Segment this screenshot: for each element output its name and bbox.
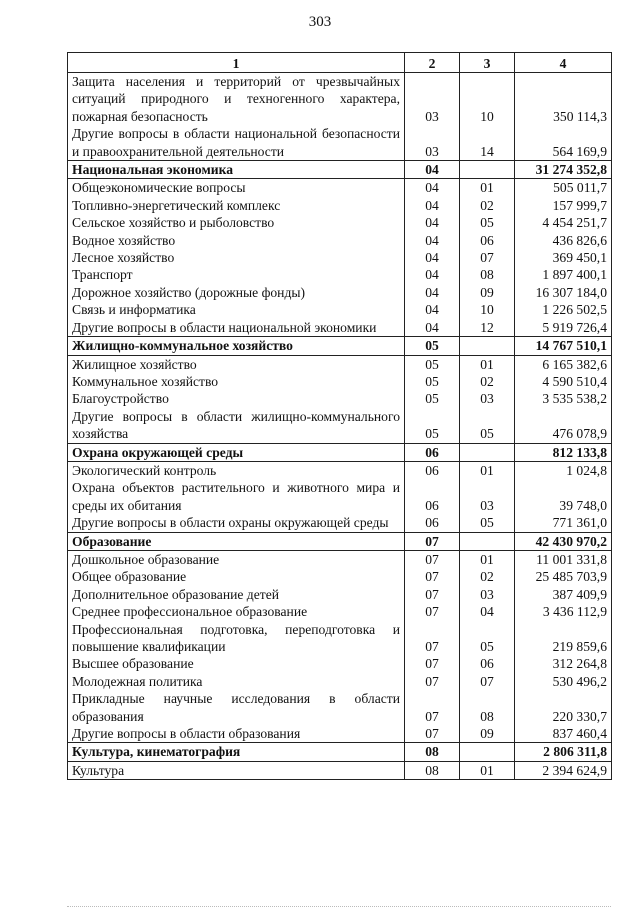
header-col-amount: 4 (515, 53, 612, 73)
header-col-section: 2 (405, 53, 460, 73)
table-row (68, 284, 612, 301)
row-amount-cell: 4 454 251,7 (515, 214, 612, 231)
row-section-code-cell: 03 (405, 73, 460, 126)
row-section-code-cell: 04 (405, 161, 460, 179)
row-name-cell: Профессиональная подготовка, переподготовка и повышение квалификации (68, 621, 405, 656)
row-amount-cell: 4 590 510,4 (515, 373, 612, 390)
row-amount-cell: 39 748,0 (515, 479, 612, 514)
row-amount-cell: 505 011,7 (515, 179, 612, 197)
table-row (68, 249, 612, 266)
row-section-code-cell: 04 (405, 284, 460, 301)
row-subsection-code-cell: 02 (460, 197, 515, 214)
row-section-code-cell: 04 (405, 266, 460, 283)
row-subsection-code-cell: 05 (460, 408, 515, 443)
row-amount-cell: 5 919 726,4 (515, 319, 612, 337)
row-section-code-cell: 06 (405, 514, 460, 532)
row-name-cell: Дошкольное образование (68, 550, 405, 568)
row-name-cell: Водное хозяйство (68, 232, 405, 249)
row-subsection-code-cell: 02 (460, 373, 515, 390)
row-section-code-cell: 04 (405, 197, 460, 214)
row-name-cell: Жилищное хозяйство (68, 355, 405, 373)
table-row (68, 690, 612, 725)
row-name-cell: Общее образование (68, 568, 405, 585)
row-amount-cell: 771 361,0 (515, 514, 612, 532)
row-subsection-code-cell: 02 (460, 568, 515, 585)
row-section-code-cell: 07 (405, 655, 460, 672)
table-row (68, 301, 612, 318)
row-subsection-code-cell: 09 (460, 725, 515, 743)
row-name-cell: Защита населения и территорий от чрезвычайных ситуаций природного и техногенного характера, пожарная безопасность (68, 73, 405, 126)
row-section-code-cell: 08 (405, 761, 460, 779)
row-section-code-cell: 04 (405, 319, 460, 337)
row-name-cell: Сельское хозяйство и рыболовство (68, 214, 405, 231)
row-amount-cell: 837 460,4 (515, 725, 612, 743)
row-subsection-code-cell: 05 (460, 514, 515, 532)
row-name-cell: Лесное хозяйство (68, 249, 405, 266)
row-name-cell: Охрана объектов растительного и животного мира и среды их обитания (68, 479, 405, 514)
row-amount-cell: 1 024,8 (515, 461, 612, 479)
table-row (68, 621, 612, 656)
bottom-edge-rule (67, 906, 611, 907)
table-header-row (68, 53, 612, 73)
row-subsection-code-cell: 08 (460, 690, 515, 725)
row-amount-cell: 1 226 502,5 (515, 301, 612, 318)
table-row (68, 761, 612, 779)
table-row (68, 214, 612, 231)
row-amount-cell: 42 430 970,2 (515, 532, 612, 550)
table-row (68, 514, 612, 532)
row-amount-cell: 564 169,9 (515, 125, 612, 160)
row-subsection-code-cell: 03 (460, 390, 515, 407)
row-amount-cell: 220 330,7 (515, 690, 612, 725)
row-name-cell: Другие вопросы в области национальной безопасности и правоохранительной деятельности (68, 125, 405, 160)
row-subsection-code-cell (460, 743, 515, 761)
table-row (68, 197, 612, 214)
row-section-code-cell: 04 (405, 179, 460, 197)
table-body (68, 73, 612, 780)
row-name-cell: Транспорт (68, 266, 405, 283)
table-row (68, 673, 612, 690)
row-amount-cell: 2 394 624,9 (515, 761, 612, 779)
row-amount-cell: 6 165 382,6 (515, 355, 612, 373)
row-section-code-cell: 06 (405, 443, 460, 461)
row-name-cell: Молодежная политика (68, 673, 405, 690)
row-name-cell: Национальная экономика (68, 161, 405, 179)
row-amount-cell: 436 826,6 (515, 232, 612, 249)
row-amount-cell: 530 496,2 (515, 673, 612, 690)
row-name-cell: Жилищно-коммунальное хозяйство (68, 337, 405, 355)
row-amount-cell: 14 767 510,1 (515, 337, 612, 355)
table-row (68, 373, 612, 390)
row-amount-cell: 157 999,7 (515, 197, 612, 214)
table-row (68, 479, 612, 514)
row-subsection-code-cell: 14 (460, 125, 515, 160)
table-row (68, 603, 612, 620)
row-amount-cell: 31 274 352,8 (515, 161, 612, 179)
row-name-cell: Другие вопросы в области образования (68, 725, 405, 743)
table-row (68, 319, 612, 337)
row-subsection-code-cell: 03 (460, 479, 515, 514)
row-amount-cell: 369 450,1 (515, 249, 612, 266)
row-section-code-cell: 05 (405, 373, 460, 390)
row-subsection-code-cell: 09 (460, 284, 515, 301)
row-name-cell: Дополнительное образование детей (68, 586, 405, 603)
table-row (68, 390, 612, 407)
row-subsection-code-cell: 03 (460, 586, 515, 603)
row-section-code-cell: 03 (405, 125, 460, 160)
row-section-code-cell: 07 (405, 725, 460, 743)
row-subsection-code-cell: 01 (460, 179, 515, 197)
row-amount-cell: 387 409,9 (515, 586, 612, 603)
row-name-cell: Высшее образование (68, 655, 405, 672)
row-section-code-cell: 05 (405, 337, 460, 355)
section-total-row (68, 161, 612, 179)
row-section-code-cell: 07 (405, 586, 460, 603)
row-amount-cell: 219 859,6 (515, 621, 612, 656)
row-name-cell: Среднее профессиональное образование (68, 603, 405, 620)
table-row (68, 725, 612, 743)
table-row (68, 568, 612, 585)
table-row (68, 655, 612, 672)
row-amount-cell: 812 133,8 (515, 443, 612, 461)
row-subsection-code-cell: 12 (460, 319, 515, 337)
row-amount-cell: 312 264,8 (515, 655, 612, 672)
row-section-code-cell: 06 (405, 461, 460, 479)
row-subsection-code-cell: 08 (460, 266, 515, 283)
row-name-cell: Дорожное хозяйство (дорожные фонды) (68, 284, 405, 301)
row-amount-cell: 3 436 112,9 (515, 603, 612, 620)
row-subsection-code-cell: 10 (460, 73, 515, 126)
row-name-cell: Топливно-энергетический комплекс (68, 197, 405, 214)
row-amount-cell: 3 535 538,2 (515, 390, 612, 407)
row-section-code-cell: 07 (405, 673, 460, 690)
row-subsection-code-cell: 05 (460, 214, 515, 231)
row-section-code-cell: 05 (405, 390, 460, 407)
row-subsection-code-cell: 06 (460, 655, 515, 672)
row-section-code-cell: 04 (405, 249, 460, 266)
row-name-cell: Другие вопросы в области жилищно-коммунального хозяйства (68, 408, 405, 443)
row-section-code-cell: 07 (405, 568, 460, 585)
row-name-cell: Культура, кинематография (68, 743, 405, 761)
section-total-row (68, 337, 612, 355)
table-row (68, 125, 612, 160)
row-subsection-code-cell: 01 (460, 550, 515, 568)
header-col-subsection: 3 (460, 53, 515, 73)
row-subsection-code-cell (460, 161, 515, 179)
row-amount-cell: 16 307 184,0 (515, 284, 612, 301)
row-amount-cell: 350 114,3 (515, 73, 612, 126)
table-row (68, 461, 612, 479)
table-row (68, 266, 612, 283)
row-name-cell: Коммунальное хозяйство (68, 373, 405, 390)
row-name-cell: Другие вопросы в области охраны окружающей среды (68, 514, 405, 532)
row-name-cell: Экологический контроль (68, 461, 405, 479)
row-name-cell: Охрана окружающей среды (68, 443, 405, 461)
row-name-cell: Связь и информатика (68, 301, 405, 318)
row-section-code-cell: 07 (405, 550, 460, 568)
table-row (68, 586, 612, 603)
header-col-name: 1 (68, 53, 405, 73)
row-section-code-cell: 07 (405, 690, 460, 725)
row-subsection-code-cell (460, 443, 515, 461)
section-total-row (68, 743, 612, 761)
row-subsection-code-cell: 06 (460, 232, 515, 249)
row-subsection-code-cell: 01 (460, 761, 515, 779)
row-subsection-code-cell (460, 532, 515, 550)
table-row (68, 232, 612, 249)
row-name-cell: Образование (68, 532, 405, 550)
row-name-cell: Другие вопросы в области национальной экономики (68, 319, 405, 337)
row-section-code-cell: 04 (405, 214, 460, 231)
row-amount-cell: 25 485 703,9 (515, 568, 612, 585)
row-section-code-cell: 07 (405, 621, 460, 656)
row-subsection-code-cell: 04 (460, 603, 515, 620)
row-section-code-cell: 06 (405, 479, 460, 514)
row-section-code-cell: 07 (405, 603, 460, 620)
table-row (68, 550, 612, 568)
table-row (68, 408, 612, 443)
row-subsection-code-cell: 10 (460, 301, 515, 318)
row-section-code-cell: 05 (405, 408, 460, 443)
row-subsection-code-cell: 05 (460, 621, 515, 656)
row-amount-cell: 2 806 311,8 (515, 743, 612, 761)
table-row (68, 355, 612, 373)
row-name-cell: Прикладные научные исследования в области образования (68, 690, 405, 725)
row-section-code-cell: 07 (405, 532, 460, 550)
row-section-code-cell: 05 (405, 355, 460, 373)
row-subsection-code-cell: 07 (460, 673, 515, 690)
row-name-cell: Культура (68, 761, 405, 779)
page-number: 303 (308, 14, 332, 30)
table-row (68, 73, 612, 126)
section-total-row (68, 532, 612, 550)
row-name-cell: Благоустройство (68, 390, 405, 407)
row-subsection-code-cell: 07 (460, 249, 515, 266)
budget-table (67, 52, 612, 780)
row-section-code-cell: 04 (405, 301, 460, 318)
row-section-code-cell: 04 (405, 232, 460, 249)
row-subsection-code-cell: 01 (460, 355, 515, 373)
row-subsection-code-cell (460, 337, 515, 355)
table-row (68, 179, 612, 197)
row-amount-cell: 11 001 331,8 (515, 550, 612, 568)
row-amount-cell: 476 078,9 (515, 408, 612, 443)
section-total-row (68, 443, 612, 461)
row-amount-cell: 1 897 400,1 (515, 266, 612, 283)
row-section-code-cell: 08 (405, 743, 460, 761)
row-subsection-code-cell: 01 (460, 461, 515, 479)
row-name-cell: Общеэкономические вопросы (68, 179, 405, 197)
